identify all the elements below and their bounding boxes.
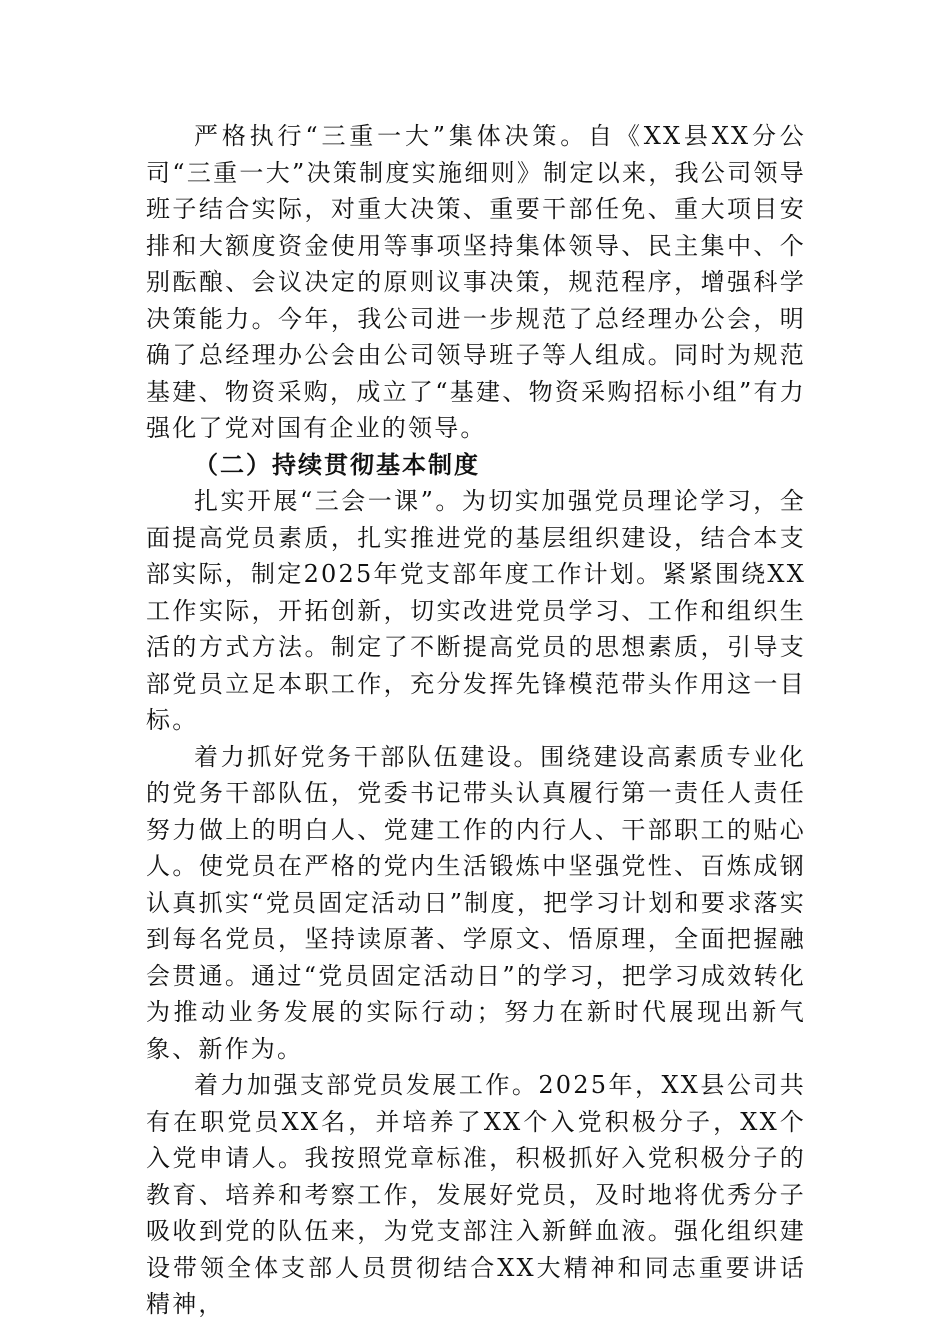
paragraph-cadre-team: 着力抓好党务干部队伍建设。围绕建设高素质专业化的党务干部队伍，党委书记带头认真履行第一责任人责任努力做上的明白人、党建工作的内行人、干部职工的贴心人。使党员在严格的党内生活锻炼中坚强党性、百炼成钢认真抓实“党员固定活动日”制度，把学习计划和要求落实到每名党员，坚持读原著、学原文、悟原理，全面把握融会贯通。通过“党员固定活动日”的学习，把学习成效转化为推动业务发展的实际行动；努力在新时代展现出新气象、新作为。 bbox=[146, 742, 806, 1063]
document-body bbox=[146, 118, 806, 1323]
section-heading-basic-system: （二）持续贯彻基本制度 bbox=[194, 449, 480, 479]
paragraph-member-development: 着力加强支部党员发展工作。2025年，XX县公司共有在职党员XX名，并培养了XX个入党积极分子，XX个入党申请人。我按照党章标准，积极抓好入党积极分子的教育、培养和考察工作，发展好党员，及时地将优秀分子吸收到党的队伍来，为党支部注入新鲜血液。强化组织建设带领全体支部人员贯彻结合XX大精神和同志重要讲话精神， bbox=[146, 1071, 806, 1318]
paragraph-three-meetings: 扎实开展“三会一课”。为切实加强党员理论学习，全面提高党员素质，扎实推进党的基层组织建设，结合本支部实际，制定2025年党支部年度工作计划。紧紧围绕XX工作实际，开拓创新，切实改进党员学习、工作和组织生活的方式方法。制定了不断提高党员的思想素质，引导支部党员立足本职工作，充分发挥先锋模范带头作用这一目标。 bbox=[146, 487, 806, 734]
paragraph-collective-decision: 严格执行“三重一大”集体决策。自《XX县XX分公司“三重一大”决策制度实施细则》制定以来，我公司领导班子结合实际，对重大决策、重要干部任免、重大项目安排和大额度资金使用等事项坚持集体领导、民主集中、个别酝酿、会议决定的原则议事决策，规范程序，增强科学决策能力。今年，我公司进一步规范了总经理办公会，明确了总经理办公会由公司领导班子等人组成。同时为规范基建、物资采购，成立了“基建、物资采购招标小组”有力强化了党对国有企业的领导。 bbox=[146, 122, 806, 442]
